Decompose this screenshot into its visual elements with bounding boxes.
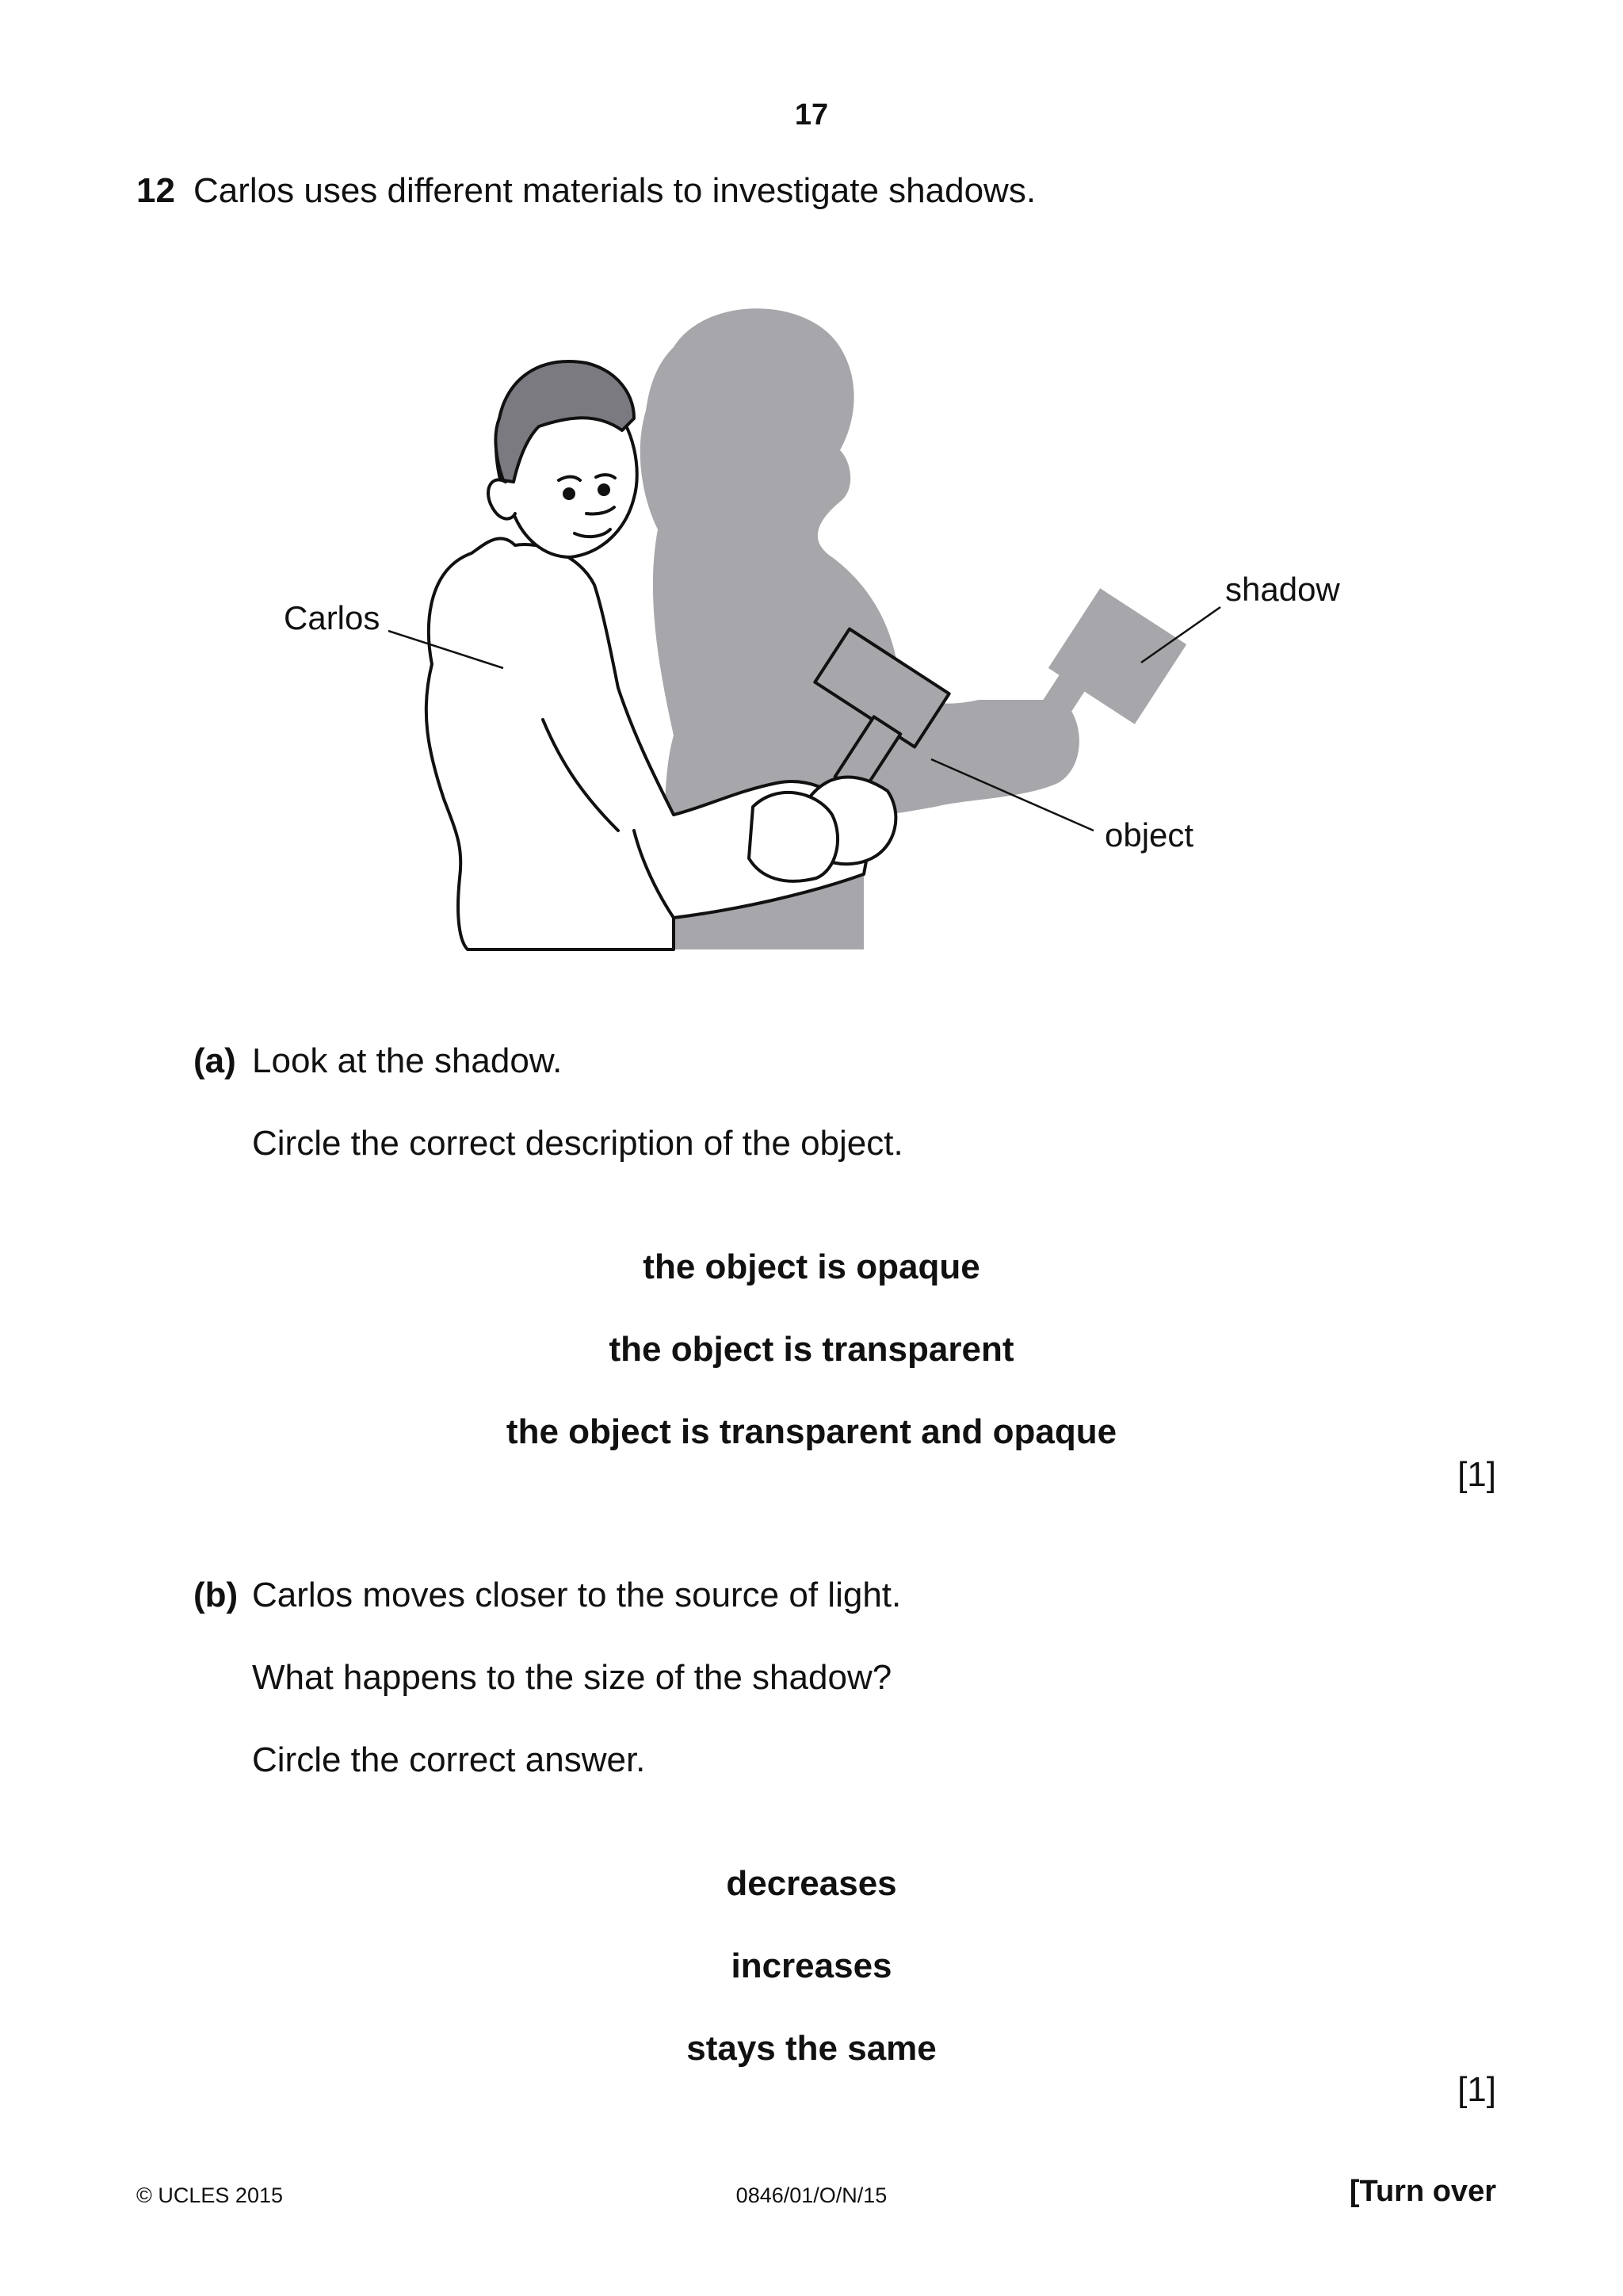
label-object: object: [1105, 816, 1194, 854]
part-b-line-2: What happens to the size of the shadow?: [252, 1658, 892, 1697]
part-a-line-2: Circle the correct description of the object.: [252, 1124, 903, 1163]
option-a-3[interactable]: the object is transparent and opaque: [506, 1412, 1117, 1451]
part-a-label: (a): [193, 1041, 236, 1080]
label-carlos: Carlos: [284, 599, 380, 636]
part-b-marks: [1]: [1457, 2070, 1496, 2109]
part-a-marks: [1]: [1457, 1455, 1496, 1494]
part-b-label: (b): [193, 1576, 239, 1614]
option-b-2[interactable]: increases: [731, 1946, 892, 1985]
shadow-figure: [262, 292, 1371, 957]
footer-code: 0846/01/O/N/15: [735, 2183, 888, 2207]
option-b-3[interactable]: stays the same: [686, 2029, 937, 2068]
part-b-line-3: Circle the correct answer.: [252, 1740, 646, 1779]
option-b-1[interactable]: decreases: [726, 1864, 897, 1903]
option-a-1[interactable]: the object is opaque: [643, 1247, 980, 1286]
question-number: 12: [136, 171, 175, 210]
boy-shadow-illustration: [262, 292, 1371, 957]
footer-copyright: © UCLES 2015: [136, 2183, 283, 2207]
part-a-line-1: Look at the shadow.: [252, 1041, 563, 1080]
page-number: 17: [794, 98, 829, 132]
question-text: Carlos uses different materials to investigate shadows.: [193, 171, 1037, 210]
label-shadow: shadow: [1225, 571, 1340, 608]
option-a-2[interactable]: the object is transparent: [609, 1330, 1014, 1369]
part-b-line-1: Carlos moves closer to the source of light.: [252, 1576, 902, 1614]
footer-turn-over: [Turn over: [1349, 2175, 1496, 2208]
